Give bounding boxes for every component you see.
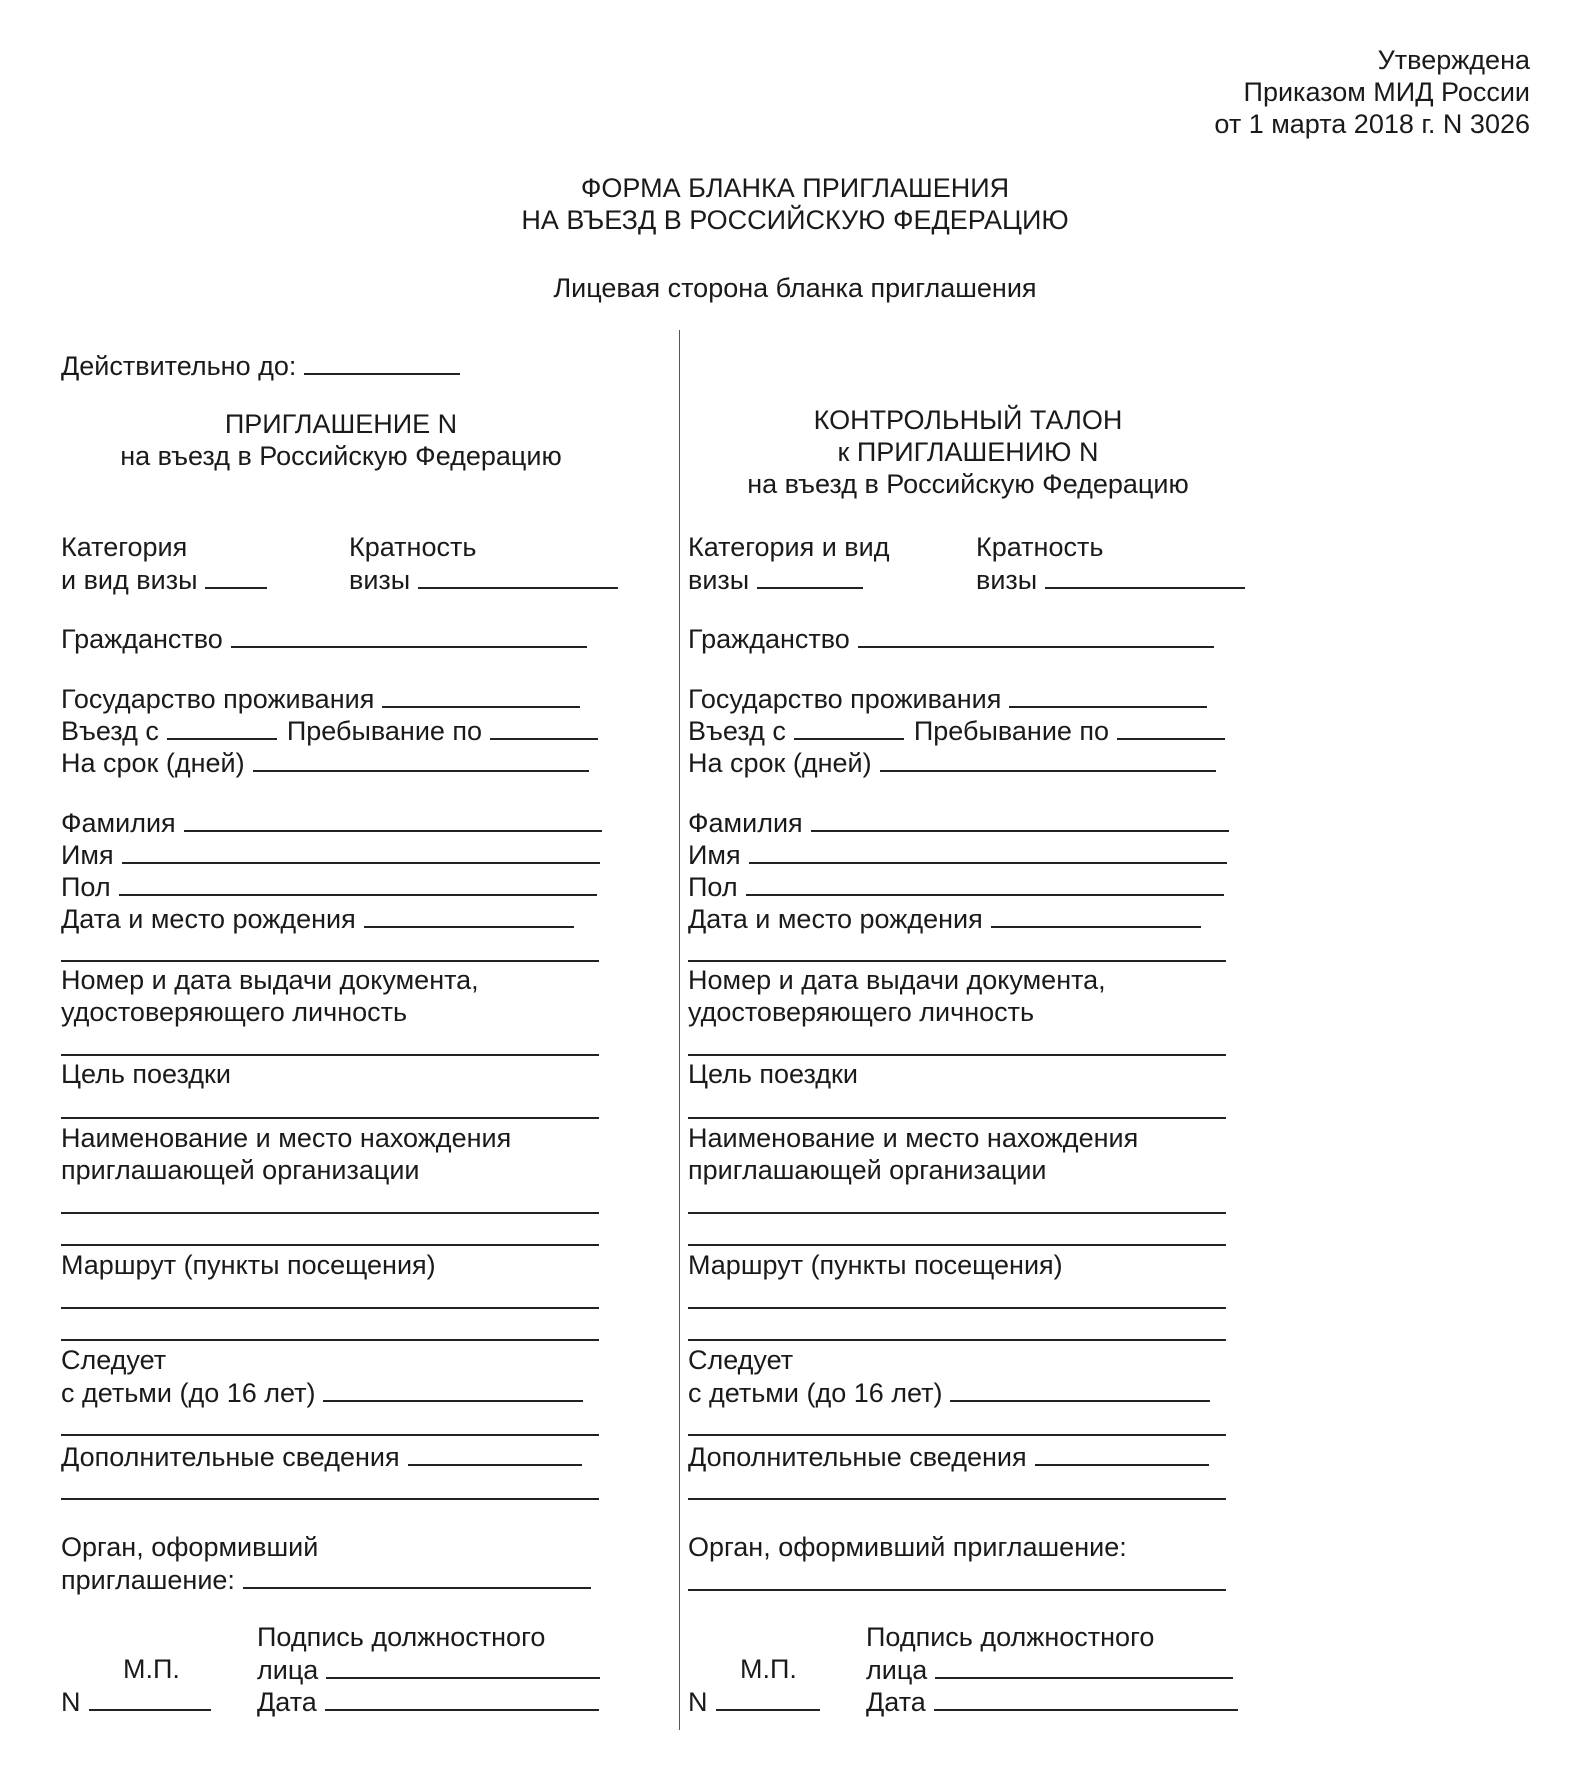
entry-dates-row bbox=[61, 714, 598, 747]
entry-from-field[interactable] bbox=[167, 714, 277, 740]
stub-entry-dates-row bbox=[688, 714, 1225, 747]
stub-date-label: Дата bbox=[866, 1687, 926, 1717]
surname-label: Фамилия bbox=[61, 808, 176, 838]
form-title bbox=[0, 172, 1590, 236]
stub-name-label: Имя bbox=[688, 840, 741, 870]
issuer-row bbox=[61, 1563, 591, 1596]
visa-category-row bbox=[61, 563, 267, 596]
stub-residence-row bbox=[688, 682, 1207, 715]
visa-multiplicity-label-2: визы bbox=[349, 565, 411, 595]
document-label-2: удостоверяющего личность bbox=[61, 997, 408, 1027]
signature-field[interactable] bbox=[326, 1653, 600, 1679]
stub-birth-field[interactable] bbox=[991, 902, 1201, 928]
sex-field[interactable] bbox=[119, 870, 597, 896]
stub-route-field-1[interactable] bbox=[688, 1307, 1226, 1309]
stub-citizenship-label: Гражданство bbox=[688, 624, 850, 654]
invitation-subheading: на въезд в Российскую Федерацию bbox=[120, 441, 562, 471]
stub-visa-multiplicity-field[interactable] bbox=[1045, 563, 1245, 589]
route-field-2[interactable] bbox=[61, 1339, 599, 1341]
stub-visa-category-field[interactable] bbox=[757, 563, 863, 589]
visa-category-label-2: и вид визы bbox=[61, 565, 198, 595]
stub-number-row bbox=[688, 1685, 820, 1718]
stub-citizenship-row bbox=[688, 622, 1214, 655]
birth-row bbox=[61, 902, 574, 935]
stub-organization-label-1: Наименование и место нахождения bbox=[688, 1123, 1139, 1153]
organization-label-2: приглашающей организации bbox=[61, 1155, 420, 1185]
stub-number-field[interactable] bbox=[716, 1685, 820, 1711]
stub-visa-category-label-2: визы bbox=[688, 565, 750, 595]
organization-field-1[interactable] bbox=[61, 1212, 599, 1214]
date-label: Дата bbox=[257, 1687, 317, 1717]
route-label: Маршрут (пункты посещения) bbox=[61, 1250, 436, 1280]
stub-additional-row bbox=[688, 1440, 1209, 1473]
stub-name-row bbox=[688, 838, 1227, 871]
visa-multiplicity-row bbox=[349, 563, 618, 596]
form-title-line-2: НА ВЪЕЗД В РОССИЙСКУЮ ФЕДЕРАЦИЮ bbox=[521, 205, 1069, 235]
sex-row bbox=[61, 870, 597, 903]
date-row bbox=[257, 1685, 599, 1718]
additional-row bbox=[61, 1440, 582, 1473]
stub-visa-multiplicity-label-2: визы bbox=[976, 565, 1038, 595]
stub-heading: КОНТРОЛЬНЫЙ ТАЛОН bbox=[813, 405, 1123, 435]
stub-visa-category-row bbox=[688, 563, 863, 596]
stamp-label: М.П. bbox=[123, 1654, 180, 1684]
stub-name-field[interactable] bbox=[749, 838, 1227, 864]
children-row bbox=[61, 1376, 583, 1409]
stub-children-field[interactable] bbox=[950, 1376, 1210, 1402]
citizenship-row bbox=[61, 622, 587, 655]
document-field[interactable] bbox=[61, 1054, 599, 1056]
signature-label-2: лица bbox=[257, 1655, 319, 1685]
approval-line-1: Утверждена bbox=[1377, 45, 1530, 75]
stub-route-field-2[interactable] bbox=[688, 1339, 1226, 1341]
valid-until-label: Действительно до: bbox=[61, 351, 297, 381]
invitation-heading: ПРИГЛАШЕНИЕ N bbox=[224, 409, 458, 439]
stub-date-row bbox=[866, 1685, 1238, 1718]
issuer-label-2: приглашение: bbox=[61, 1565, 235, 1595]
stub-organization-label-2: приглашающей организации bbox=[688, 1155, 1047, 1185]
duration-field[interactable] bbox=[253, 746, 589, 772]
stub-duration-row bbox=[688, 746, 1216, 779]
stub-birth-field-line-2[interactable] bbox=[688, 960, 1226, 962]
stub-document-label-1: Номер и дата выдачи документа, bbox=[688, 965, 1106, 995]
sex-label: Пол bbox=[61, 872, 111, 902]
stub-document-field[interactable] bbox=[688, 1054, 1226, 1056]
stub-birth-label: Дата и место рождения bbox=[688, 904, 983, 934]
name-field[interactable] bbox=[122, 838, 600, 864]
stub-surname-row bbox=[688, 806, 1229, 839]
valid-until-field[interactable] bbox=[304, 349, 460, 375]
additional-field[interactable] bbox=[408, 1440, 582, 1466]
stub-organization-field-2[interactable] bbox=[688, 1244, 1226, 1246]
stub-issuer-field[interactable] bbox=[688, 1589, 1226, 1591]
stub-issuer-label: Орган, оформивший приглашение: bbox=[688, 1532, 1127, 1562]
stub-birth-row bbox=[688, 902, 1201, 935]
stay-until-label: Пребывание по bbox=[286, 716, 483, 746]
citizenship-field[interactable] bbox=[231, 622, 587, 648]
birth-field[interactable] bbox=[364, 902, 574, 928]
additional-label: Дополнительные сведения bbox=[61, 1442, 400, 1472]
form-subtitle: Лицевая сторона бланка приглашения bbox=[553, 273, 1037, 303]
stub-residence-field[interactable] bbox=[1009, 682, 1207, 708]
residence-row bbox=[61, 682, 580, 715]
stub-signature-field[interactable] bbox=[935, 1653, 1233, 1679]
stub-sex-field[interactable] bbox=[746, 870, 1224, 896]
form-title-line-1: ФОРМА БЛАНКА ПРИГЛАШЕНИЯ bbox=[580, 173, 1010, 203]
stub-visa-category-label: Категория и вид bbox=[688, 532, 890, 562]
children-label-2: с детьми (до 16 лет) bbox=[61, 1378, 316, 1408]
stub-visa-multiplicity-label: Кратность bbox=[976, 532, 1104, 562]
stub-surname-field[interactable] bbox=[811, 806, 1229, 832]
stub-entry-from-field[interactable] bbox=[794, 714, 904, 740]
visa-category-field[interactable] bbox=[205, 563, 267, 589]
issuer-label-1: Орган, оформивший bbox=[61, 1532, 319, 1562]
stub-number-label: N bbox=[688, 1687, 708, 1717]
stub-visa-multiplicity-row bbox=[976, 563, 1245, 596]
residence-label: Государство проживания bbox=[61, 684, 375, 714]
children-field-line-2[interactable] bbox=[61, 1434, 599, 1436]
name-row bbox=[61, 838, 600, 871]
stub-additional-field-line-2[interactable] bbox=[688, 1498, 1226, 1500]
citizenship-label: Гражданство bbox=[61, 624, 223, 654]
stub-duration-field[interactable] bbox=[880, 746, 1216, 772]
visa-multiplicity-label: Кратность bbox=[349, 532, 477, 562]
stub-date-field[interactable] bbox=[934, 1685, 1238, 1711]
stub-additional-label: Дополнительные сведения bbox=[688, 1442, 1027, 1472]
visa-category-label: Категория bbox=[61, 532, 188, 562]
birth-label: Дата и место рождения bbox=[61, 904, 356, 934]
residence-field[interactable] bbox=[382, 682, 580, 708]
approval-line-2: Приказом МИД России bbox=[1243, 77, 1530, 107]
surname-field[interactable] bbox=[184, 806, 602, 832]
stay-until-field[interactable] bbox=[490, 714, 598, 740]
stub-children-label-2: с детьми (до 16 лет) bbox=[688, 1378, 943, 1408]
route-field-1[interactable] bbox=[61, 1307, 599, 1309]
children-label-1: Следует bbox=[61, 1345, 167, 1375]
valid-until-row bbox=[61, 349, 460, 382]
duration-label: На срок (дней) bbox=[61, 748, 245, 778]
stub-duration-label: На срок (дней) bbox=[688, 748, 872, 778]
stub-subheading: на въезд в Российскую Федерацию bbox=[747, 469, 1189, 499]
stub-children-label-1: Следует bbox=[688, 1345, 794, 1375]
stub-citizenship-field[interactable] bbox=[858, 622, 1214, 648]
stub-stay-until-label: Пребывание по bbox=[913, 716, 1110, 746]
stub-surname-label: Фамилия bbox=[688, 808, 803, 838]
stub-residence-label: Государство проживания bbox=[688, 684, 1002, 714]
organization-label-1: Наименование и место нахождения bbox=[61, 1123, 512, 1153]
number-field[interactable] bbox=[89, 1685, 211, 1711]
signature-row bbox=[257, 1653, 600, 1686]
entry-from-label: Въезд с bbox=[61, 716, 159, 746]
stub-sex-row bbox=[688, 870, 1224, 903]
duration-row bbox=[61, 746, 589, 779]
stub-route-label: Маршрут (пункты посещения) bbox=[688, 1250, 1063, 1280]
stub-signature-label-2: лица bbox=[866, 1655, 928, 1685]
stub-children-field-line-2[interactable] bbox=[688, 1434, 1226, 1436]
birth-field-line-2[interactable] bbox=[61, 960, 599, 962]
issuer-field[interactable] bbox=[243, 1563, 591, 1589]
stub-children-row bbox=[688, 1376, 1210, 1409]
surname-row bbox=[61, 806, 602, 839]
stub-sex-label: Пол bbox=[688, 872, 738, 902]
stub-signature-label-1: Подпись должностного bbox=[866, 1622, 1155, 1652]
stub-heading-2: к ПРИГЛАШЕНИЮ N bbox=[837, 437, 1099, 467]
number-label: N bbox=[61, 1687, 81, 1717]
approval-note bbox=[1214, 44, 1530, 140]
stub-organization-field-1[interactable] bbox=[688, 1212, 1226, 1214]
approval-line-3: от 1 марта 2018 г. N 3026 bbox=[1214, 109, 1530, 139]
stub-purpose-field[interactable] bbox=[688, 1117, 1226, 1119]
date-field[interactable] bbox=[325, 1685, 599, 1711]
stub-document-label-2: удостоверяющего личность bbox=[688, 997, 1035, 1027]
purpose-field[interactable] bbox=[61, 1117, 599, 1119]
visa-multiplicity-field[interactable] bbox=[418, 563, 618, 589]
stub-stamp-label: М.П. bbox=[740, 1654, 797, 1684]
column-divider bbox=[679, 330, 680, 1730]
purpose-label: Цель поездки bbox=[61, 1059, 231, 1089]
stub-entry-from-label: Въезд с bbox=[688, 716, 786, 746]
organization-field-2[interactable] bbox=[61, 1244, 599, 1246]
additional-field-line-2[interactable] bbox=[61, 1498, 599, 1500]
stub-purpose-label: Цель поездки bbox=[688, 1059, 858, 1089]
signature-label-1: Подпись должностного bbox=[257, 1622, 546, 1652]
stub-additional-field[interactable] bbox=[1035, 1440, 1209, 1466]
number-row bbox=[61, 1685, 211, 1718]
children-field[interactable] bbox=[323, 1376, 583, 1402]
document-label-1: Номер и дата выдачи документа, bbox=[61, 965, 479, 995]
name-label: Имя bbox=[61, 840, 114, 870]
stub-signature-row bbox=[866, 1653, 1233, 1686]
stub-stay-until-field[interactable] bbox=[1117, 714, 1225, 740]
